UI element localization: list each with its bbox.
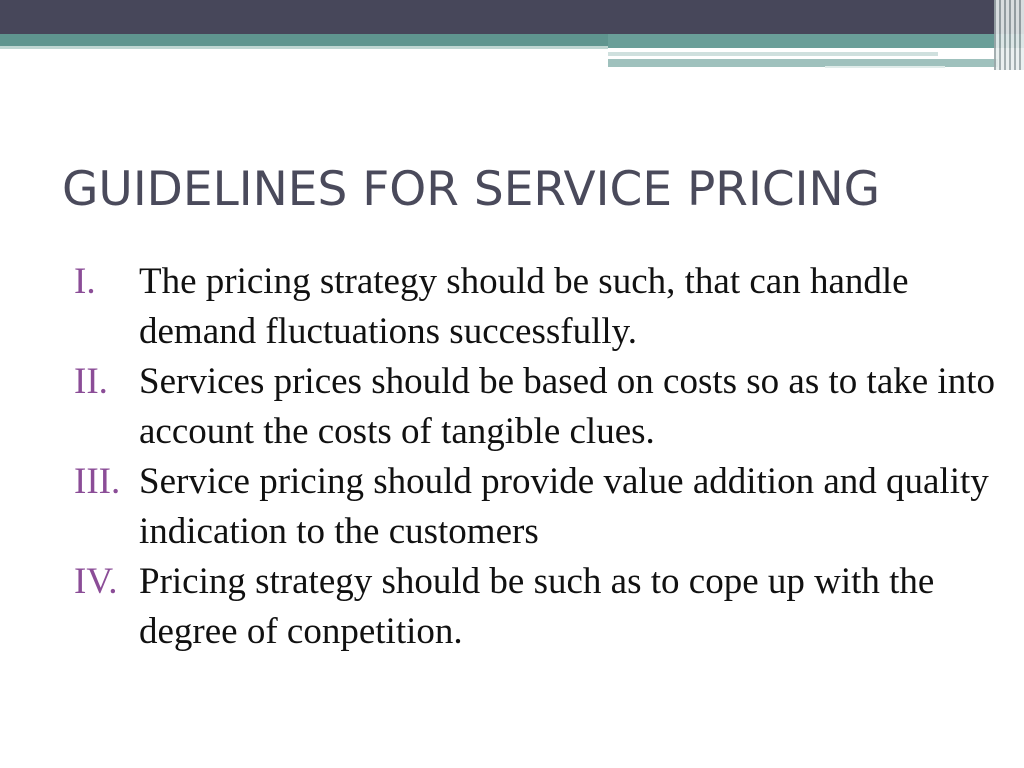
list-item — [0, 457, 1024, 557]
guideline-list — [0, 257, 1024, 657]
header-tab-line — [825, 66, 945, 68]
list-item-text: The pricing strategy should be such, that can handle demand fluctuations successfully. — [139, 261, 909, 352]
list-item-text: Service pricing should provide value addition and quality indication to the customers — [139, 461, 989, 552]
header-tab-line — [608, 52, 938, 56]
list-numeral: III. — [74, 461, 121, 502]
header-edge-stripes — [994, 0, 1024, 70]
header-dark-bar — [0, 0, 1024, 34]
list-item — [0, 257, 1024, 357]
header-tab-block — [608, 34, 1024, 48]
list-numeral: II. — [74, 361, 108, 402]
list-numeral: I. — [74, 261, 96, 302]
list-numeral: IV. — [74, 561, 118, 602]
header-light-line — [0, 46, 608, 49]
list-item — [0, 357, 1024, 457]
list-item-text: Services prices should be based on costs so as to take into account the costs of tangible clues. — [139, 361, 995, 452]
slide-title: GUIDELINES FOR SERVICE PRICING — [62, 162, 881, 217]
list-item-text: Pricing strategy should be such as to cope up with the degree of conpetition. — [139, 561, 935, 652]
list-item — [0, 557, 1024, 657]
